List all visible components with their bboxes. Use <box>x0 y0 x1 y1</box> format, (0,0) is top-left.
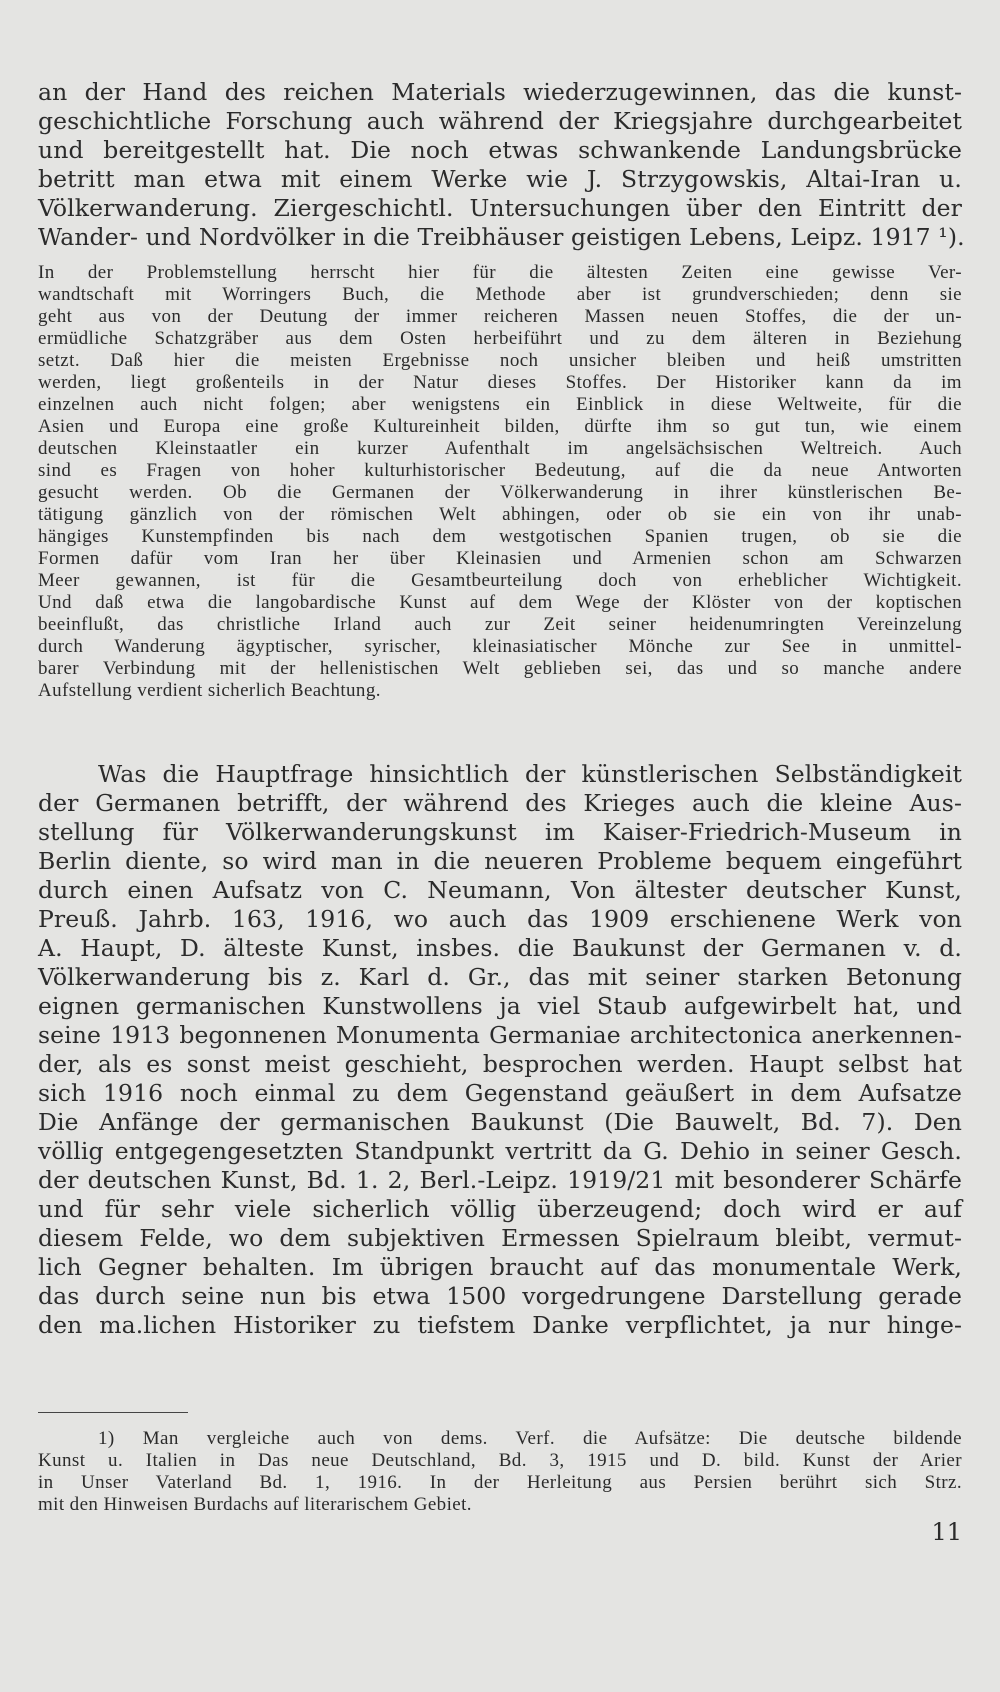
text-line: lich Gegner behalten. Im übrigen braucht auf das monumentale Werk, <box>38 1253 962 1281</box>
text-line: Die Anfänge der germanischen Baukunst (Die Bauwelt, Bd. 7). Den <box>38 1108 962 1136</box>
text-line: das durch seine nun bis etwa 1500 vorgedrungene Darstellung gerade <box>38 1282 962 1310</box>
text-line: diesem Felde, wo dem subjektiven Ermessen Spielraum bleibt, vermut- <box>38 1224 962 1252</box>
footnote-line: 1) Man vergleiche auch von dems. Verf. die Aufsätze: Die deutsche bildende <box>98 1428 962 1449</box>
text-line: durch Wanderung ägyptischer, syrischer, kleinasiatischer Mönche zur See in unmittel- <box>38 636 962 657</box>
text-line: wandtschaft mit Worringers Buch, die Methode aber ist grundverschieden; denn sie <box>38 284 962 305</box>
text-line: den ma.lichen Historiker zu tiefstem Danke verpflichtet, ja nur hinge- <box>38 1311 962 1339</box>
text-line: Berlin diente, so wird man in die neueren Probleme bequem eingeführt <box>38 847 962 875</box>
text-line: geschichtliche Forschung auch während der Kriegsjahre durchgearbeitet <box>38 107 962 135</box>
text-line: Preuß. Jahrb. 163, 1916, wo auch das 1909 erschienene Werk von <box>38 905 962 933</box>
text-line: beeinflußt, das christliche Irland auch zur Zeit seiner heidenumringten Vereinzelung <box>38 614 962 635</box>
text-line: geht aus von der Deutung der immer reicheren Massen neuen Stoffes, die der un- <box>38 306 962 327</box>
text-line: der Germanen betrifft, der während des Krieges auch die kleine Aus- <box>38 789 962 817</box>
text-line: seine 1913 begonnenen Monumenta Germaniae architectonica anerkennen- <box>38 1021 962 1049</box>
text-line: Was die Hauptfrage hinsichtlich der künstlerischen Selbständigkeit <box>98 760 962 788</box>
text-line: werden, liegt großenteils in der Natur dieses Stoffes. Der Historiker kann da im <box>38 372 962 393</box>
text-line: völlig entgegengesetzten Standpunkt vertritt da G. Dehio in seiner Gesch. <box>38 1137 962 1165</box>
text-line: Formen dafür vom Iran her über Kleinasien und Armenien schon am Schwarzen <box>38 548 962 569</box>
text-line: barer Verbindung mit der hellenistischen Welt geblieben sei, das und so manche andere <box>38 658 962 679</box>
page-number: 11 <box>931 1518 962 1546</box>
text-line: stellung für Völkerwanderungskunst im Kaiser-Friedrich-Museum in <box>38 818 962 846</box>
text-line: Völkerwanderung bis z. Karl d. Gr., das mit seiner starken Betonung <box>38 963 962 991</box>
text-line: tätigung gänzlich von der römischen Welt abhingen, oder ob sie ein von ihr unab- <box>38 504 962 525</box>
text-line: Und daß etwa die langobardische Kunst auf dem Wege der Klöster von der koptischen <box>38 592 962 613</box>
text-line: Meer gewannen, ist für die Gesamtbeurteilung doch von erheblicher Wichtigkeit. <box>38 570 962 591</box>
text-line: sind es Fragen von hoher kulturhistorischer Bedeutung, auf die da neue Antworten <box>38 460 962 481</box>
text-line: gesucht werden. Ob die Germanen der Völkerwanderung in ihrer künstlerischen Be- <box>38 482 962 503</box>
footnote-line: in Unser Vaterland Bd. 1, 1916. In der Herleitung aus Persien berührt sich Strz. <box>38 1472 962 1493</box>
text-line: Wander- und Nordvölker in die Treibhäuser geistigen Lebens, Leipz. 1917 ¹). <box>38 223 965 251</box>
text-line: Aufstellung verdient sicherlich Beachtung. <box>38 680 381 701</box>
footnote-line: Kunst u. Italien in Das neue Deutschland, Bd. 3, 1915 und D. bild. Kunst der Arier <box>38 1450 962 1471</box>
text-line: an der Hand des reichen Materials wiederzugewinnen, das die kunst- <box>38 78 962 106</box>
footnote-line: mit den Hinweisen Burdachs auf literarischem Gebiet. <box>38 1494 472 1515</box>
text-line: In der Problemstellung herrscht hier für die ältesten Zeiten eine gewisse Ver- <box>38 262 962 283</box>
text-line: der, als es sonst meist geschieht, besprochen werden. Haupt selbst hat <box>38 1050 962 1078</box>
text-line: betritt man etwa mit einem Werke wie J. Strzygowskis, Altai-Iran u. <box>38 165 962 193</box>
text-line: Völkerwanderung. Ziergeschichtl. Untersuchungen über den Eintritt der <box>38 194 962 222</box>
text-line: einzelnen auch nicht folgen; aber wenigstens ein Einblick in diese Weltweite, für die <box>38 394 962 415</box>
text-line: hängiges Kunstempfinden bis nach dem westgotischen Spanien trugen, ob sie die <box>38 526 962 547</box>
text-line: eignen germanischen Kunstwollens ja viel Staub aufgewirbelt hat, und <box>38 992 962 1020</box>
text-line: und bereitgestellt hat. Die noch etwas schwankende Landungsbrücke <box>38 136 962 164</box>
text-line: Asien und Europa eine große Kultureinheit bilden, dürfte ihm so gut tun, wie einem <box>38 416 962 437</box>
footnote-divider <box>38 1412 188 1413</box>
text-line: der deutschen Kunst, Bd. 1. 2, Berl.-Leipz. 1919/21 mit besonderer Schärfe <box>38 1166 962 1194</box>
text-line: A. Haupt, D. älteste Kunst, insbes. die Baukunst der Germanen v. d. <box>38 934 962 962</box>
text-line: deutschen Kleinstaatler ein kurzer Aufenthalt im angelsächsischen Weltreich. Auch <box>38 438 962 459</box>
text-line: ermüdliche Schatzgräber aus dem Osten herbeiführt und zu dem älteren in Beziehung <box>38 328 962 349</box>
text-line: und für sehr viele sicherlich völlig überzeugend; doch wird er auf <box>38 1195 962 1223</box>
text-line: sich 1916 noch einmal zu dem Gegenstand geäußert in dem Aufsatze <box>38 1079 962 1107</box>
text-line: durch einen Aufsatz von C. Neumann, Von ältester deutscher Kunst, <box>38 876 962 904</box>
text-line: setzt. Daß hier die meisten Ergebnisse noch unsicher bleiben und heiß umstritten <box>38 350 962 371</box>
